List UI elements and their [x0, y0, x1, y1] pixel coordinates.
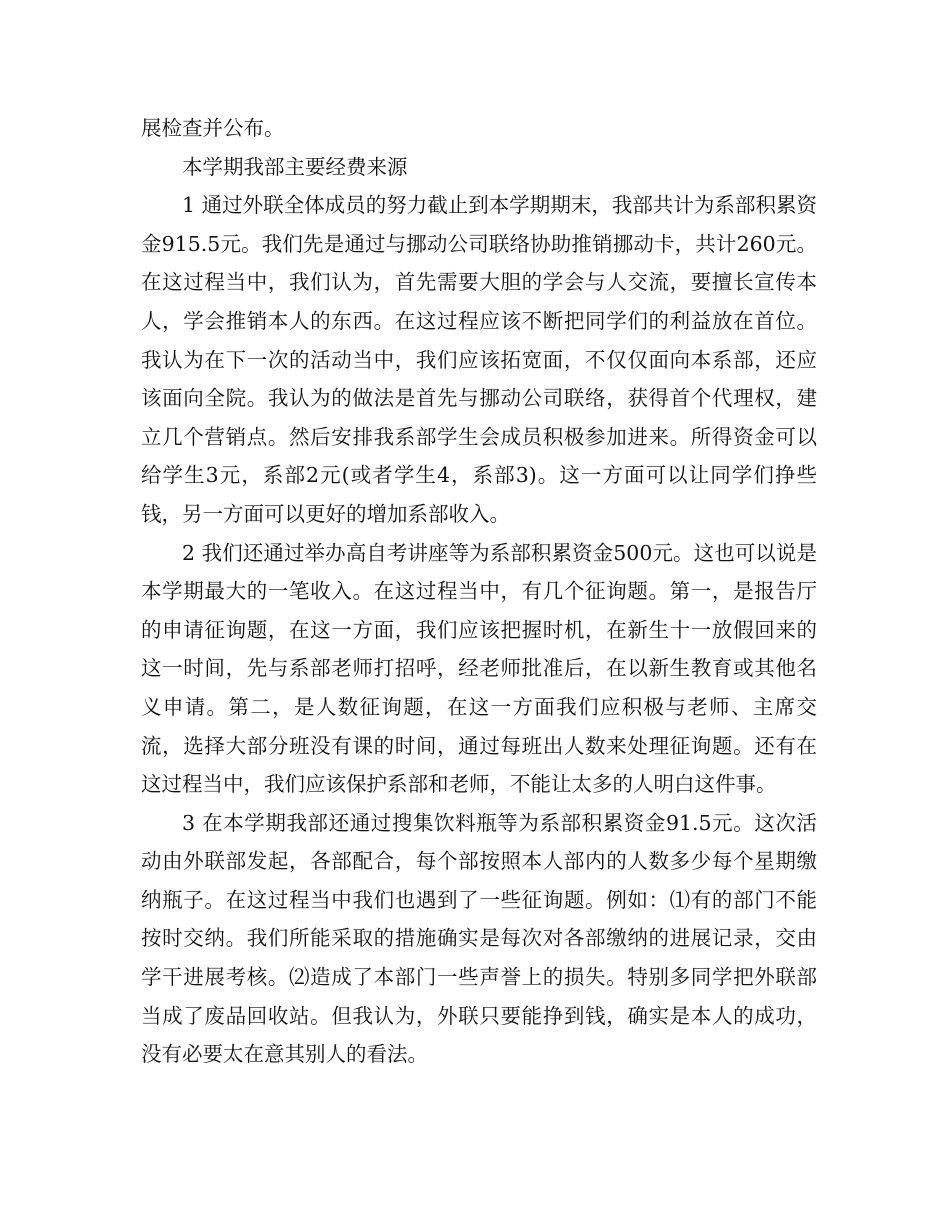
paragraph-continuation: 展检查并公布。: [141, 116, 285, 140]
paragraph-item-1: 1 通过外联全体成员的努力截止到本学期期末，我部共计为系部积累资金915.5元。我们先是通过与挪动公司联络协助推销挪动卡，共计260元。在这过程当中，我们认为，首先需要大胆的学会与人交流，要擅长宣传本人，学会推销本人的东西。在这过程应该不断把同学们的利益放在首位。我认为在下一次的活动当中，我们应该拓宽面，不仅仅面向本系部，还应该面向全院。我认为的做法是首先与挪动公司联络，获得首个代理权，建立几个营销点。然后安排我系部学生会成员积极参加进来。所得资金可以给学生3元，系部2元(或者学生4，系部3)。这一方面可以让同学们挣些钱，另一方面可以更好的增加系部收入。: [141, 193, 817, 526]
paragraph-item-3: 3 在本学期我部还通过搜集饮料瓶等为系部积累资金91.5元。这次活动由外联部发起，各部配合，每个部按照本人部内的人数多少每个星期缴纳瓶子。在这过程当中我们也遇到了一些征询题。例如：⑴有的部门不能按时交纳。我们所能采取的措施确实是每次对各部缴纳的进展记录，交由学干进展考核。⑵造成了本部门一些声誉上的损失。特别多同学把外联部当成了废品回收站。但我认为，外联只要能挣到钱，确实是本人的成功，没有必要太在意其别人的看法。: [141, 810, 817, 1067]
document-page: [141, 109, 817, 1074]
section-heading-funding-sources: 本学期我部主要经费来源: [182, 154, 408, 179]
paragraph-item-2: 2 我们还通过举办高自考讲座等为系部积累资金500元。这也可以说是本学期最大的一笔收入。在这过程当中，有几个征询题。第一，是报告厅的申请征询题，在这一方面，我们应该把握时机，在新生十一放假回来的这一时间，先与系部老师打招呼，经老师批准后，在以新生教育或其他名义申请。第二，是人数征询题，在这一方面我们应积极与老师、主席交流，选择大部分班没有课的时间，通过每班出人数来处理征询题。还有在这过程当中，我们应该保护系部和老师，不能让太多的人明白这件事。: [141, 540, 817, 797]
